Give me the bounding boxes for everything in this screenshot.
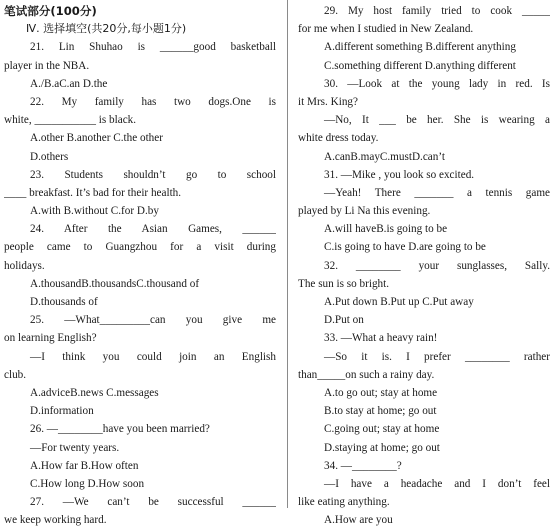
left-column bbox=[4, 2, 276, 529]
text-line: 24. After the Asian Games, ______ bbox=[30, 223, 276, 236]
text-line: like eating anything. bbox=[298, 496, 390, 509]
text-line: 23. Students shouldn’t go to school bbox=[30, 168, 276, 181]
text-line: ____ breakfast. It’s bad for their health. bbox=[4, 186, 182, 199]
text-line: —I think you could join an English bbox=[30, 350, 276, 363]
text-line: Ⅳ. 选择填空(共20分,每小题1分) bbox=[26, 22, 187, 36]
text-line: 31. —Mike , you look so excited. bbox=[324, 168, 475, 181]
text-line: A.canB.mayC.mustD.can’t bbox=[324, 150, 445, 163]
text-line: A.Put down B.Put up C.Put away bbox=[324, 296, 474, 308]
text-line: 21. Lin Shuhao is ______good basketball bbox=[30, 41, 276, 54]
text-line: A.thousandB.thousandsC.thousand of bbox=[30, 277, 200, 290]
text-line: 34. —________? bbox=[324, 459, 402, 472]
text-line: white dress today. bbox=[298, 132, 379, 145]
text-line: on learning English? bbox=[4, 332, 97, 345]
text-line: D.others bbox=[30, 150, 69, 163]
text-line: A./B.aC.an D.the bbox=[30, 77, 108, 90]
text-line: —No, It ___ be her. She is wearing a bbox=[324, 114, 550, 127]
text-line: A.with B.without C.for D.by bbox=[30, 205, 159, 218]
text-line: D.thousands of bbox=[30, 296, 98, 308]
text-line: 26. —________have you been married? bbox=[30, 423, 210, 436]
text-line: A.different something B.different anything bbox=[324, 41, 516, 54]
text-line: white, ___________ is black. bbox=[4, 114, 137, 127]
text-line: A.How are you bbox=[324, 514, 393, 527]
text-line: The sun is so bright. bbox=[298, 277, 390, 290]
text-line: —For twenty years. bbox=[30, 441, 120, 454]
text-line: 22. My family has two dogs.One is bbox=[30, 95, 276, 108]
text-line: for me when I studied in New Zealand. bbox=[298, 23, 474, 36]
text-line: 33. —What a heavy rain! bbox=[324, 332, 438, 345]
text-line: C.going out; stay at home bbox=[324, 423, 440, 436]
text-line: A.How far B.How often bbox=[30, 459, 139, 472]
text-line: played by Li Na this evening. bbox=[298, 205, 431, 218]
right-column bbox=[298, 2, 550, 529]
text-line: —I have a headache and I don’t feel bbox=[324, 477, 550, 490]
text-line: 25. —What_________can you give me bbox=[30, 314, 276, 327]
text-line: 27. —We can’t be successful ______ bbox=[30, 496, 276, 509]
text-line: A.other B.another C.the other bbox=[30, 132, 163, 145]
text-line: people came to Guangzhou for a visit during bbox=[4, 241, 276, 254]
text-line: holidays. bbox=[4, 259, 45, 272]
text-line: A.will haveB.is going to be bbox=[324, 223, 448, 236]
text-line: 32. ________ your sunglasses, Sally. bbox=[324, 259, 550, 272]
text-line: it Mrs. King? bbox=[298, 95, 358, 108]
text-line: A.adviceB.news C.messages bbox=[30, 386, 159, 399]
text-line: A.to go out; stay at home bbox=[324, 386, 438, 399]
text-line: 30. —Look at the young lady in red. Is bbox=[324, 77, 550, 90]
text-line: D.Put on bbox=[324, 314, 364, 327]
text-line: C.is going to have D.are going to be bbox=[324, 241, 486, 254]
text-line: 笔试部分(100分) bbox=[4, 4, 97, 18]
text-line: D.staying at home; go out bbox=[324, 441, 440, 454]
text-line: B.to stay at home; go out bbox=[324, 405, 437, 418]
text-line: —Yeah! There _______ a tennis game bbox=[324, 186, 550, 199]
column-divider bbox=[287, 0, 288, 508]
text-line: club. bbox=[4, 368, 27, 381]
text-line: 29. My host family tried to cook _____ bbox=[324, 5, 550, 17]
text-line: C.How long D.How soon bbox=[30, 477, 145, 490]
text-line: D.information bbox=[30, 405, 94, 418]
text-line: than_____on such a rainy day. bbox=[298, 368, 435, 381]
text-line: C.something different D.anything different bbox=[324, 59, 516, 72]
text-line: we keep working hard. bbox=[4, 514, 107, 527]
text-line: —So it is. I prefer ________ rather bbox=[324, 350, 550, 363]
text-line: player in the NBA. bbox=[4, 59, 90, 72]
